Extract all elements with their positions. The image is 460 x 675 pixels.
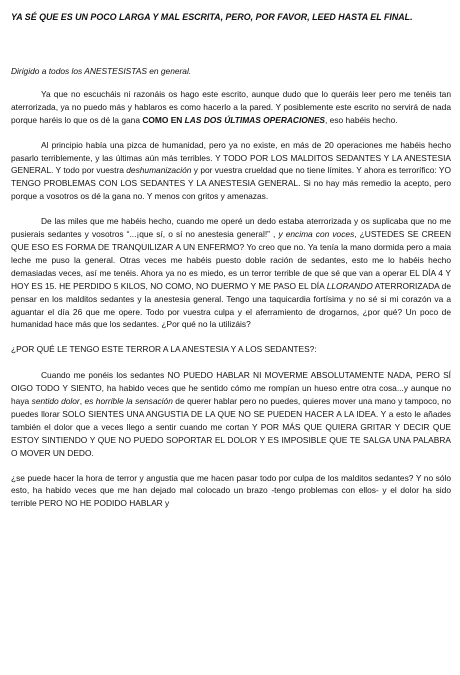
p2-text-a: Al principio había una pizca de humanidad, pero ya no existe, en más de 20 operaciones me habéis hecho pasarlo terriblemente, y las últimas aún más terribles. Y TODO POR LOS MALDITOS SEDANTES Y LA ANESTESIA GENERAL. Y todo por vuestra [11, 139, 451, 176]
paragraph-2 [11, 139, 451, 204]
p1-text-a: Ya que no escucháis ni razonáis os hago este escrito, aunque dudo que lo queráis leer pero me tenéis tan aterrorizada, ya no puedo más y hablaros es como hacerlo a la pared. Y posiblemente este escrito no servirá de nada porque haréis lo que os dé la gana [11, 88, 451, 125]
question-heading: ¿POR QUÉ LE TENGO ESTE TERROR A LA ANESTESIA Y A LOS SEDANTES?: [11, 344, 317, 355]
p2-text-b: deshumanización [126, 165, 192, 176]
p1-text-c: LAS DOS ÚLTIMAS OPERACIONES [184, 114, 326, 125]
p3-text-a: De las miles que me habéis hecho, cuando me operé un dedo estaba aterrorizada y os suplicaba que no me pusierais sedantes y vosotros “...¡que sí, o sí no anestesia general!” , [11, 216, 451, 240]
p3-text-e: ATERRORIZADA de pensar en los malditos sedantes y la anestesia general. Tengo una taquicardia fortísima y no sé si mi corazón va a aguantar el día 26 que me opere. Todo por vuestra culpa y el aferramiento de drogarnos, ¿por qué? Un poco de humanidad hace más que los sedantes. ¿Por qué no la utilizáis? [11, 280, 451, 330]
p1-text-b: COMO EN [142, 114, 185, 125]
p3-text-b: y encima con voces [278, 229, 355, 240]
p2-text-c: y por vuestra crueldad que no tiene límites. Y ahora es terrorífico: YO TENGO PROBLEMAS CON LOS SEDANTES Y LA ANESTESIA GENERAL. Si no hay más remedio la acepto, pero porque a vosotros os dé la gana no. Y menos con gritos y amenazas. [11, 165, 451, 202]
p4-text-b: sentido dolor [31, 396, 80, 407]
p4-text-c: , [79, 396, 85, 407]
paragraph-5: ¿se puede hacer la hora de terror y angustia que me hacen pasar todo por culpa de los malditos sedantes? Y no sólo esto, ha habido veces que me han dejado mal colocado un brazo -tengo problemas con ellos- y el dolor ha sido terrible PERO NO HE PODIDO HABLAR y [11, 472, 451, 509]
p1-text-d: , eso habéis hecho. [325, 114, 398, 125]
letter-title: YA SÉ QUE ES UN POCO LARGA Y MAL ESCRITA, PERO, POR FAVOR, LEED HASTA EL FINAL. [11, 12, 413, 22]
paragraph-3 [11, 215, 451, 331]
p4-text-e: de querer hablar pero no puedes, quieres mover una mano y tampoco, no puedes llorar SOLO SIENTES UNA ANGUSTIA DE LA QUE NO SE PUEDEN HACER A LA IDEA. Y a esto le añades también el dolor que a veces llego a sentir cuando me cortan Y POR MÁS QUE QUIERA GRITAR Y DECIR QUE ESTOY SINTIENDO Y QUE NO PUEDO SOPORTAR EL DOLOR Y ES IMPOSIBLE QUE TE SALGA UNA PALABRA O MOVER UN DEDO. [11, 396, 451, 458]
p3-text-d: LLORANDO [326, 280, 373, 291]
paragraph-1 [11, 88, 451, 127]
p4-text-d: es horrible la sensación [84, 396, 173, 407]
p3-text-c: , ¿USTEDES SE CREEN QUE ESO ES FORMA DE TRANQUILIZAR A UN ENFERMO? Yo creo que no. Ya tenía la mano dormida pero a maia leche me puso la general. Otras veces me habéis puesto doble ración de sedantes, esto me lo habéis hecho demasiadas veces, así me tenéis. Ahora ya no es miedo, es un terror terrible de que sé que van a operar EL DÍA 4 Y HOY ES 15. HE PERDIDO 5 KILOS, NO COMO, NO DUERMO Y ME PASO EL DÍA [11, 229, 451, 291]
greeting: Dirigido a todos los ANESTESISTAS en general. [11, 66, 192, 76]
paragraph-4 [11, 369, 451, 459]
p4-text-a: Cuando me ponéis los sedantes NO PUEDO HABLAR NI MOVERME ABSOLUTAMENTE NADA, PERO SÍ OIGO TODO Y SIENTO, ha habido veces que he sentido cómo me rompían un hueso entre otra cosa...y aunque no haya [11, 370, 451, 407]
